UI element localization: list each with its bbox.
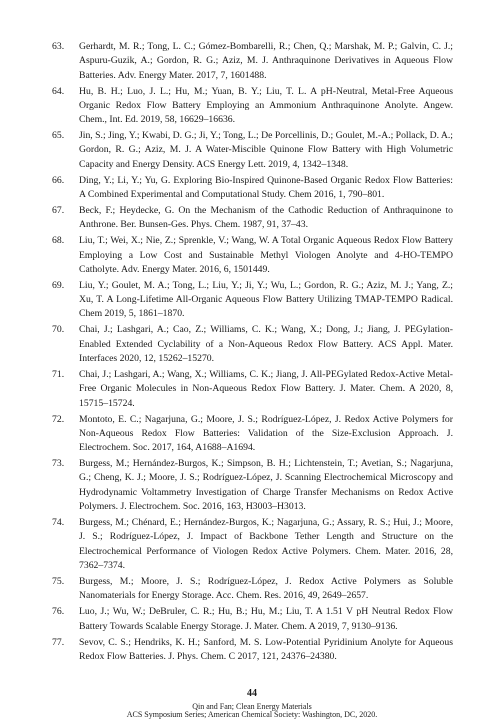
- reference-number: 73.: [52, 458, 65, 470]
- reference-number: 66.: [52, 174, 65, 186]
- reference-text: Chai, J.; Lashgari, A.; Wang, X.; Williams, C. K.; Jiang, J. All-PEGylated Redox-Active Metal-Free Organic Molecules in Non-Aqueous Redox Flow Battery. J. Mater. Chem. A 2020, 8, 15715–15724.: [79, 369, 453, 409]
- reference-text: Jin, S.; Jing, Y.; Kwabi, D. G.; Ji, Y.; Tong, L.; De Porcellinis, D.; Goulet, M.-A.; Pollack, D. A.; Gordon, R. G.; Aziz, M. J. A Water-Miscible Quinone Flow Battery with High Volumetric Capacity and Energy Density. ACS Energy Lett. 2019, 4, 1342–1348.: [79, 130, 453, 170]
- reference-number: 72.: [52, 413, 65, 425]
- reference-text: Burgess, M.; Chénard, E.; Hernández-Burgos, K.; Nagarjuna, G.; Assary, R. S.; Hui, J.; Moore, J. S.; Rodríguez-López, J. Impact of Backbone Tether Length and Structure on the Electrochemical Performance of Viologen Redox Active Polymers. Chem. Mater. 2016, 28, 7362–7374.: [79, 517, 453, 571]
- reference-text: Gerhardt, M. R.; Tong, L. C.; Gómez-Bombarelli, R.; Chen, Q.; Marshak, M. P.; Galvin, C. J.; Aspuru-Guzik, A.; Gordon, R. G.; Aziz, M. J. Anthraquinone Derivatives in Aqueous Flow Batteries. Adv. Energy Mater. 2017, 7, 1601488.: [79, 41, 453, 81]
- reference-item: [52, 129, 453, 172]
- reference-item: [52, 174, 453, 203]
- reference-item: [52, 413, 453, 456]
- reference-item: [52, 516, 453, 573]
- reference-text: Burgess, M.; Moore, J. S.; Rodríguez-López, J. Redox Active Polymers as Soluble Nanomaterials for Energy Storage. Acc. Chem. Res. 2016, 49, 2649–2657.: [79, 575, 453, 602]
- reference-item: [52, 575, 453, 604]
- reference-number: 71.: [52, 369, 65, 381]
- page-number: 44: [247, 688, 257, 699]
- reference-text: Liu, Y.; Goulet, M. A.; Tong, L.; Liu, Y.; Ji, Y.; Wu, L.; Gordon, R. G.; Aziz, M. J.; Yang, Z.; Xu, T. A Long-Lifetime All-Organic Aqueous Flow Battery Utilizing TMAP-TEMPO Radical. Chem 2019, 5, 1861–1870.: [79, 279, 453, 320]
- reference-text: Sevov, C. S.; Hendriks, K. H.; Sanford, M. S. Low-Potential Pyridinium Anolyte for Aqueous Redox Flow Batteries. J. Phys. Chem. C 2017, 121, 24376–24380.: [79, 636, 453, 662]
- reference-list: [52, 40, 453, 666]
- reference-number: 75.: [52, 575, 65, 587]
- reference-number: 65.: [52, 130, 65, 142]
- reference-text: Burgess, M.; Hernández-Burgos, K.; Simpson, B. H.; Lichtenstein, T.; Avetian, S.; Nagarjuna, G.; Cheng, K. J.; Moore, J. S.; Rodríguez-López, J. Scanning Electrochemical Microscopy and Hydrodynamic Voltammetry Investigation of Charge Transfer Mechanisms on Redox Active Polymers. J. Electrochem. Soc. 2016, 163, H3003–H3013.: [79, 458, 453, 513]
- reference-item: [52, 234, 453, 277]
- reference-text: Montoto, E. C.; Nagarjuna, G.; Moore, J. S.; Rodríguez-López, J. Redox Active Polymers for Non-Aqueous Redox Flow Batteries: Validation of the Size-Exclusion Approach. J. Electrochem. Soc. 2017, 164, A1688–A1694.: [79, 413, 453, 454]
- reference-text: Ding, Y.; Li, Y.; Yu, G. Exploring Bio-Inspired Quinone-Based Organic Redox Flow Batteries: A Combined Experimental and Computational Study. Chem 2016, 1, 790–801.: [79, 174, 453, 201]
- reference-item: [52, 368, 453, 411]
- reference-item: [52, 457, 453, 514]
- reference-number: 77.: [52, 636, 65, 648]
- reference-item: [52, 204, 453, 233]
- reference-text: Hu, B. H.; Luo, J. L.; Hu, M.; Yuan, B. Y.; Liu, T. L. A pH-Neutral, Metal-Free Aqueous Organic Redox Flow Battery Employing an Ammonium Anthraquinone Anolyte. Angew. Chem., Int. Ed. 2019, 58, 16629–16636.: [79, 85, 453, 126]
- reference-item: [52, 279, 453, 322]
- reference-item: [52, 323, 453, 366]
- reference-item: [52, 605, 453, 634]
- reference-number: 67.: [52, 205, 65, 217]
- book-citation: Qin and Fan; Clean Energy Materials: [192, 702, 312, 711]
- reference-number: 68.: [52, 235, 65, 247]
- reference-item: [52, 40, 453, 83]
- reference-text: Beck, F.; Heydecke, G. On the Mechanism of the Cathodic Reduction of Anthraquinone to Anthrone. Ber. Bunsen-Ges. Phys. Chem. 1987, 91, 37–43.: [79, 205, 453, 231]
- reference-number: 76.: [52, 606, 65, 618]
- reference-text: Luo, J.; Wu, W.; DeBruler, C. R.; Hu, B.; Hu, M.; Liu, T. A 1.51 V pH Neutral Redox Flow Battery Towards Scalable Energy Storage. J. Mater. Chem. A 2019, 7, 9130–9136.: [79, 606, 453, 632]
- reference-text: Chai, J.; Lashgari, A.; Cao, Z.; Williams, C. K.; Wang, X.; Dong, J.; Jiang, J. PEGylation-Enabled Extended Cyclability of a Non-Aqueous Redox Flow Battery. ACS Appl. Mater. Interfaces 2020, 12, 15262–15270.: [79, 324, 453, 365]
- reference-item: [52, 636, 453, 665]
- series-citation: ACS Symposium Series; American Chemical Society: Washington, DC, 2020.: [126, 710, 378, 719]
- reference-number: 70.: [52, 324, 65, 336]
- reference-item: [52, 85, 453, 128]
- reference-number: 64.: [52, 85, 65, 97]
- reference-number: 74.: [52, 517, 65, 529]
- reference-number: 63.: [52, 41, 65, 52]
- reference-text: Liu, T.; Wei, X.; Nie, Z.; Sprenkle, V.; Wang, W. A Total Organic Aqueous Redox Flow Battery Employing a Low Cost and Sustainable Methyl Viologen Anolyte and 4-HO-TEMPO Catholyte. Adv. Energy Mater. 2016, 6, 1501449.: [79, 235, 453, 275]
- reference-number: 69.: [52, 279, 65, 291]
